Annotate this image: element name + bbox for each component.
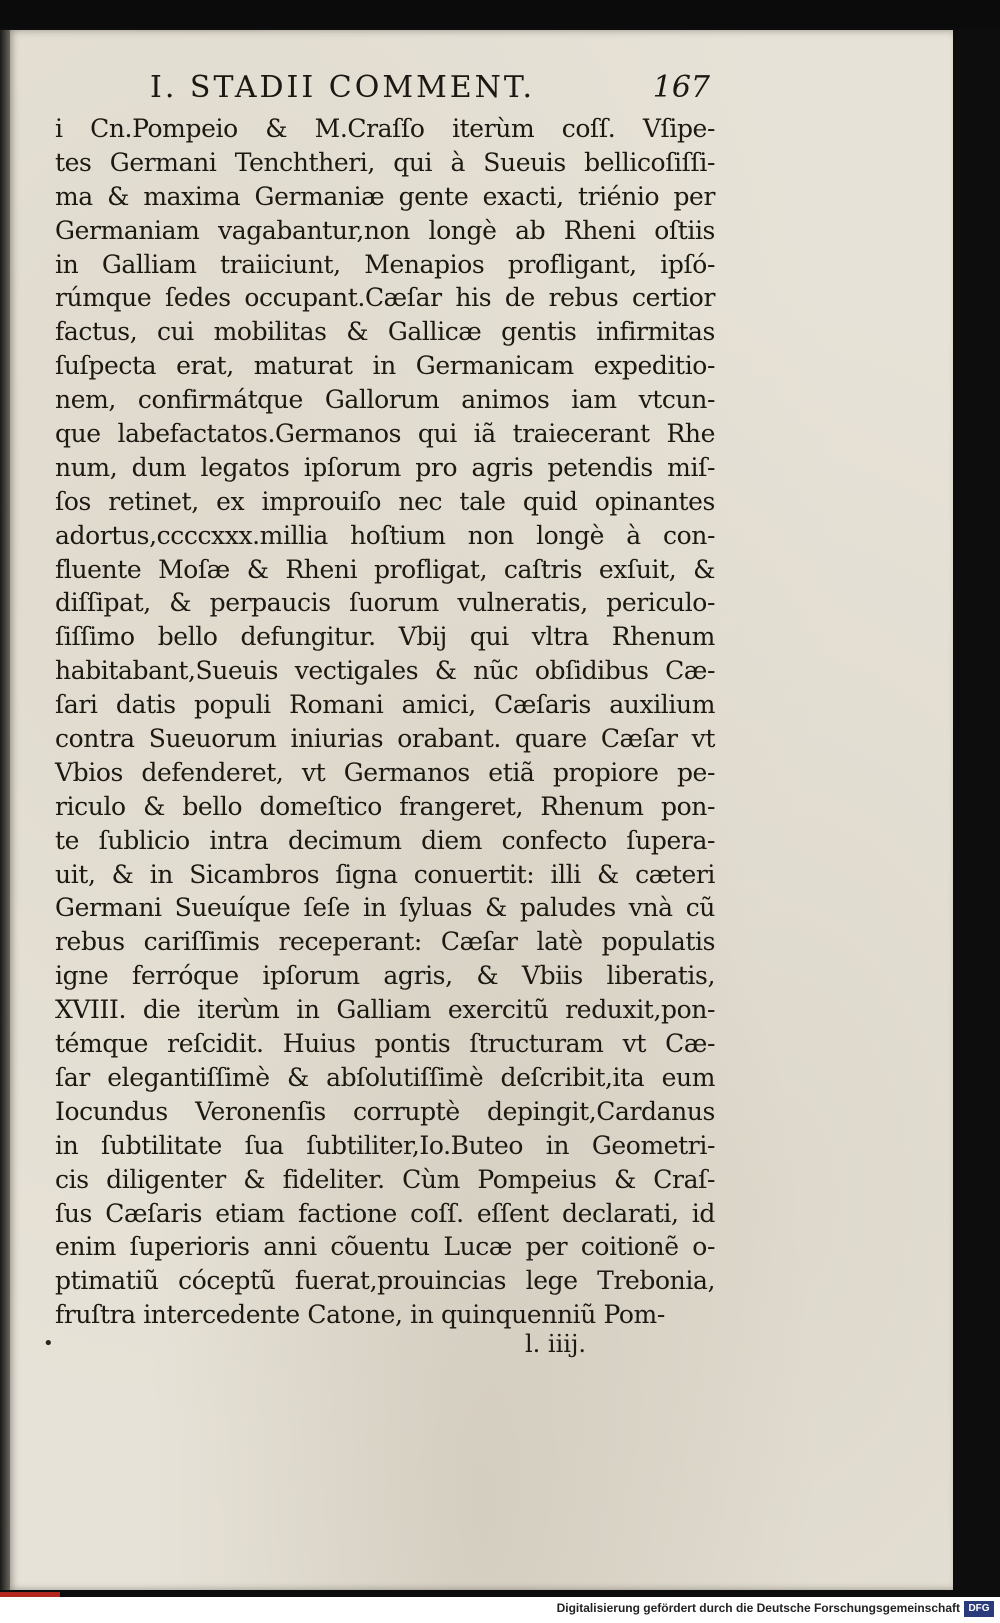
text-line: in Galliam traiiciunt, Menapios profligant, ipſó-	[55, 249, 715, 279]
page-number: 167	[652, 70, 710, 105]
text-line: Vbios defenderet, vt Germanos etiã propiore pe-	[55, 757, 715, 787]
text-line: fluente Moſæ & Rheni profligat, caſtris exſuit, &	[55, 554, 715, 584]
text-line: i Cn.Pompeio & M.Craſſo iterùm coſſ. Vſipe-	[55, 114, 715, 143]
text-line: ſus Cæſaris etiam factione coſſ. eſſent declarati, id	[55, 1198, 715, 1228]
page-gutter-edge	[0, 30, 10, 1590]
text-line: factus, cui mobilitas & Gallicæ gentis infirmitas	[55, 317, 715, 347]
text-line: XVIII. die iterùm in Galliam exercitũ reduxit,pon-	[55, 995, 715, 1025]
text-line: tes Germani Tenchtheri, qui à Sueuis bellicoſiſſi-	[55, 147, 715, 177]
text-line: ſar elegantiſſimè & abſolutiſſimè deſcribit,ita eum	[55, 1062, 715, 1092]
text-line: uit, & in Sicambros ſigna conuertit: illi & cæteri	[55, 859, 715, 889]
footer-credit: Digitalisierung gefördert durch die Deutsche Forschungsgemeinschaft	[556, 1601, 960, 1615]
text-line: que labefactatos.Germanos qui iã traiecerant Rhe	[55, 419, 715, 449]
text-line: diſſipat, & perpaucis ſuorum vulneratis, periculo-	[55, 588, 715, 618]
text-line: rúmque ſedes occupant.Cæſar his de rebus certior	[55, 283, 715, 313]
text-line: habitabant,Sueuis vectigales & nũc obſidibus Cæ-	[55, 656, 715, 686]
text-line: cis diligenter & fideliter. Cùm Pompeius & Craſ-	[55, 1164, 715, 1194]
text-line: adortus,ccccxxx.millia hoſtium non longè à con-	[55, 520, 715, 550]
text-line: ſos retinet, ex improuiſo nec tale quid opinantes	[55, 486, 715, 516]
signature-mark: l. iiij.	[525, 1330, 587, 1358]
text-line: Iocundus Veronenſis corruptè depingit,Cardanus	[55, 1096, 715, 1126]
text-line: témque reſcidit. Huius pontis ſtructuram vt Cæ-	[55, 1029, 715, 1059]
text-line: te ſublicio intra decimum diem confecto ſupera-	[55, 825, 715, 855]
text-line: fruſtra intercedente Catone, in quinquenniũ Pom-	[55, 1300, 665, 1330]
text-line: riculo & bello domeſtico frangeret, Rhenum pon-	[55, 791, 715, 821]
running-head-title: I. STADII COMMENT.	[150, 70, 536, 105]
text-line: nem, confirmátque Gallorum animos iam vtcun-	[55, 385, 715, 415]
running-head	[150, 68, 710, 108]
text-line: igne ferróque ipſorum agris, & Vbiis liberatis,	[55, 961, 715, 991]
text-line: contra Sueuorum iniurias orabant. quare Cæſar vt	[55, 724, 715, 754]
digitization-footer	[0, 1597, 1000, 1623]
text-line: Germaniam vagabantur,non longè ab Rheni oſtiis	[55, 215, 715, 245]
dfg-logo: DFG	[964, 1601, 994, 1617]
text-line: ſiſſimo bello defungitur. Vbij qui vltra Rhenum	[55, 622, 715, 652]
text-line: ſari datis populi Romani amici, Cæſaris auxilium	[55, 690, 715, 720]
text-line: Germani Sueuíque ſeſe in ſyluas & paludes vnà cũ	[55, 893, 715, 923]
scanner-top-strip	[0, 0, 1000, 28]
text-line: in ſubtilitate ſua ſubtiliter,Io.Buteo in Geometri-	[55, 1130, 715, 1160]
body-text	[55, 112, 715, 1332]
text-line: rebus cariſſimis receperant: Cæſar latè populatis	[55, 927, 715, 957]
margin-ink-dot: •	[43, 1333, 54, 1354]
text-line: enim ſuperioris anni cõuentu Lucæ per coitionẽ o-	[55, 1232, 715, 1262]
text-line: ſuſpecta erat, maturat in Germanicam expeditio-	[55, 351, 715, 381]
text-line: ma & maxima Germaniæ gente exacti, triénio per	[55, 181, 715, 211]
text-line: ptimatiũ cóceptũ fuerat,prouincias lege Trebonia,	[55, 1266, 715, 1296]
text-line: num, dum legatos ipſorum pro agris petendis miſ-	[55, 452, 715, 482]
